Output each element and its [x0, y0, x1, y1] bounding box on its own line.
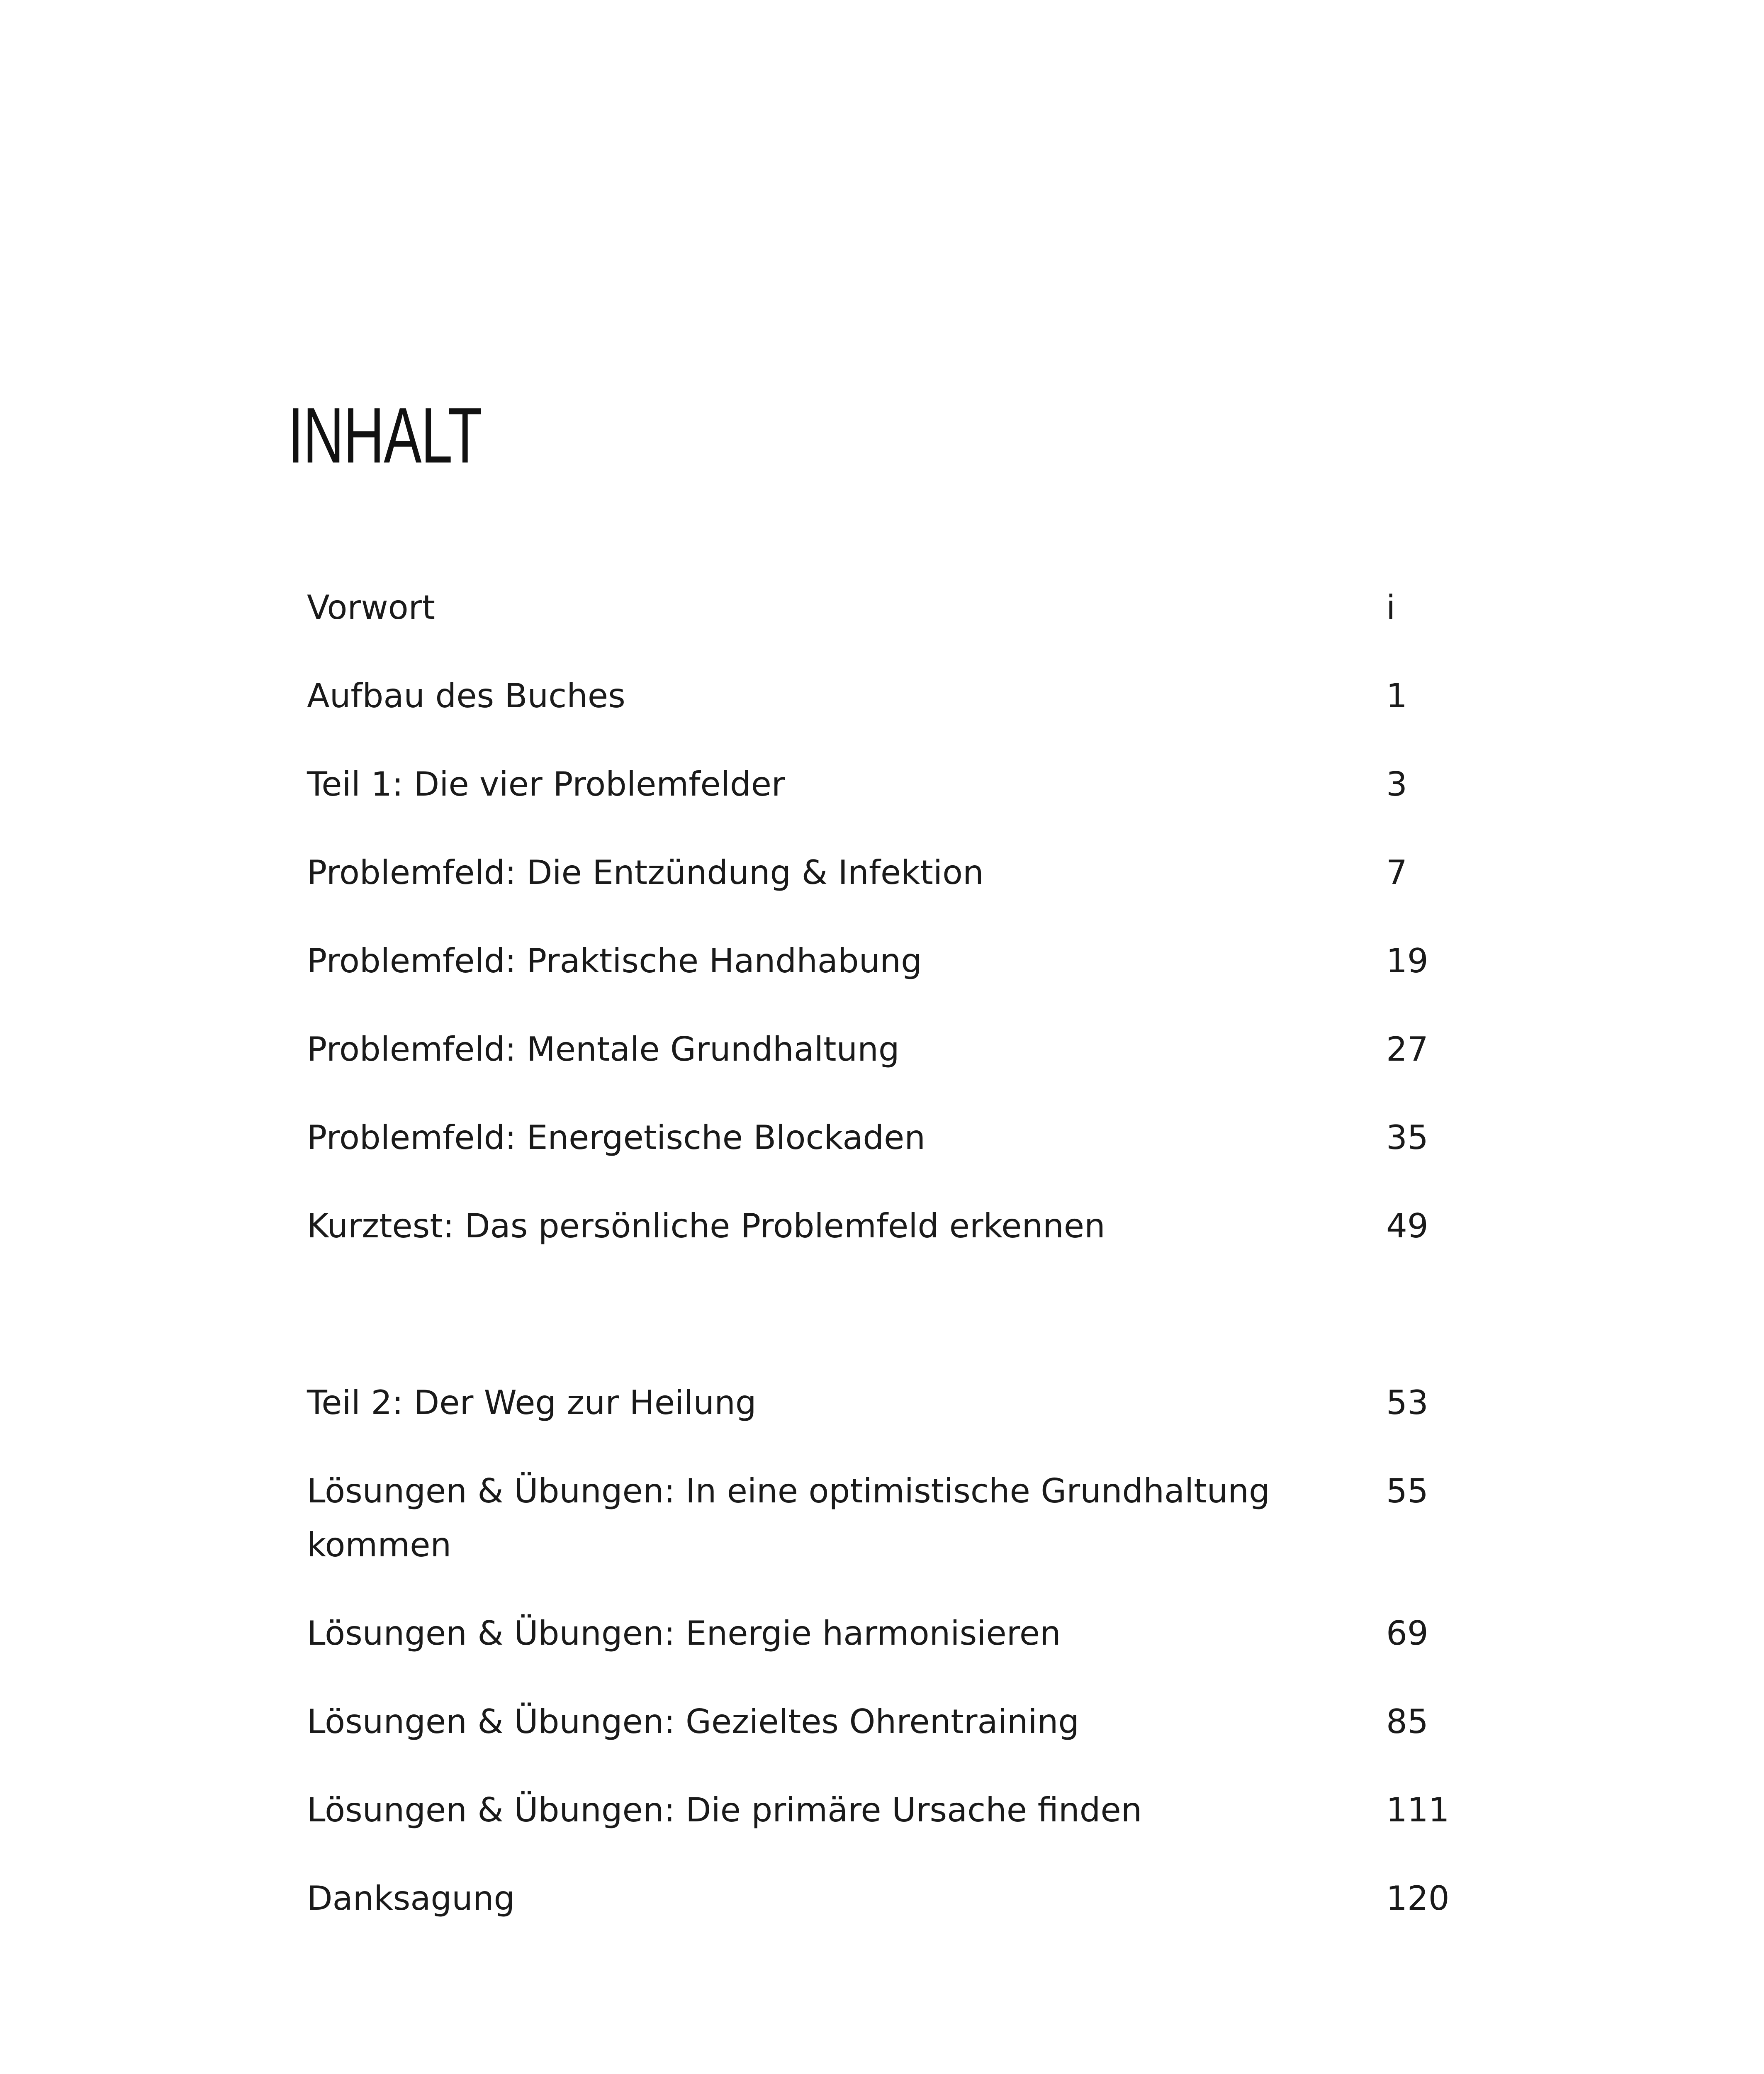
page-title: INHALT	[288, 392, 482, 480]
toc-entry-page-number: 120	[1386, 1879, 1450, 1918]
toc-entry-page-number: 19	[1386, 942, 1428, 980]
toc-entry-page-number: 49	[1386, 1207, 1428, 1245]
toc-entry-title: Lösungen & Übungen: Gezieltes Ohrentraining	[307, 1702, 1080, 1741]
toc-entry-page-number: 55	[1386, 1472, 1428, 1510]
toc-entry-title: Problemfeld: Praktische Handhabung	[307, 942, 922, 980]
toc-entry-title: Teil 1: Die vier Problemfelder	[307, 765, 785, 803]
toc-entry-page-number: 85	[1386, 1702, 1428, 1741]
toc-entry-title: Aufbau des Buches	[307, 677, 625, 715]
toc-entry-page-number: 27	[1386, 1030, 1428, 1069]
toc-entry-title: Problemfeld: Energetische Blockaden	[307, 1118, 926, 1157]
toc-entry-title: Problemfeld: Mentale Grundhaltung	[307, 1030, 900, 1069]
toc-entry-title: Kurztest: Das persönliche Problemfeld erkennen	[307, 1207, 1105, 1245]
toc-entry-page-number: i	[1386, 588, 1396, 627]
toc-entry-title: Teil 2: Der Weg zur Heilung	[307, 1383, 757, 1422]
toc-entry-page-number: 3	[1386, 765, 1407, 803]
toc-entry-title: Problemfeld: Die Entzündung & Infektion	[307, 853, 984, 892]
toc-entry-page-number: 35	[1386, 1118, 1428, 1157]
toc-entry-page-number: 1	[1386, 677, 1407, 715]
toc-entry-page-number: 69	[1386, 1614, 1428, 1653]
toc-entry-page-number: 53	[1386, 1383, 1428, 1422]
toc-entry-title: Vorwort	[307, 588, 435, 627]
toc-entry-page-number: 111	[1386, 1791, 1450, 1829]
toc-entry-title: Lösungen & Übungen: Energie harmonisieren	[307, 1614, 1061, 1653]
toc-entry-page-number: 7	[1386, 853, 1407, 892]
toc-entry-title: Danksagung	[307, 1879, 515, 1918]
toc-entry-title: Lösungen & Übungen: In eine optimistische Grundhaltung kommen	[307, 1472, 1270, 1564]
table-of-contents	[307, 0, 1510, 2074]
toc-entry-title: Lösungen & Übungen: Die primäre Ursache finden	[307, 1791, 1142, 1829]
